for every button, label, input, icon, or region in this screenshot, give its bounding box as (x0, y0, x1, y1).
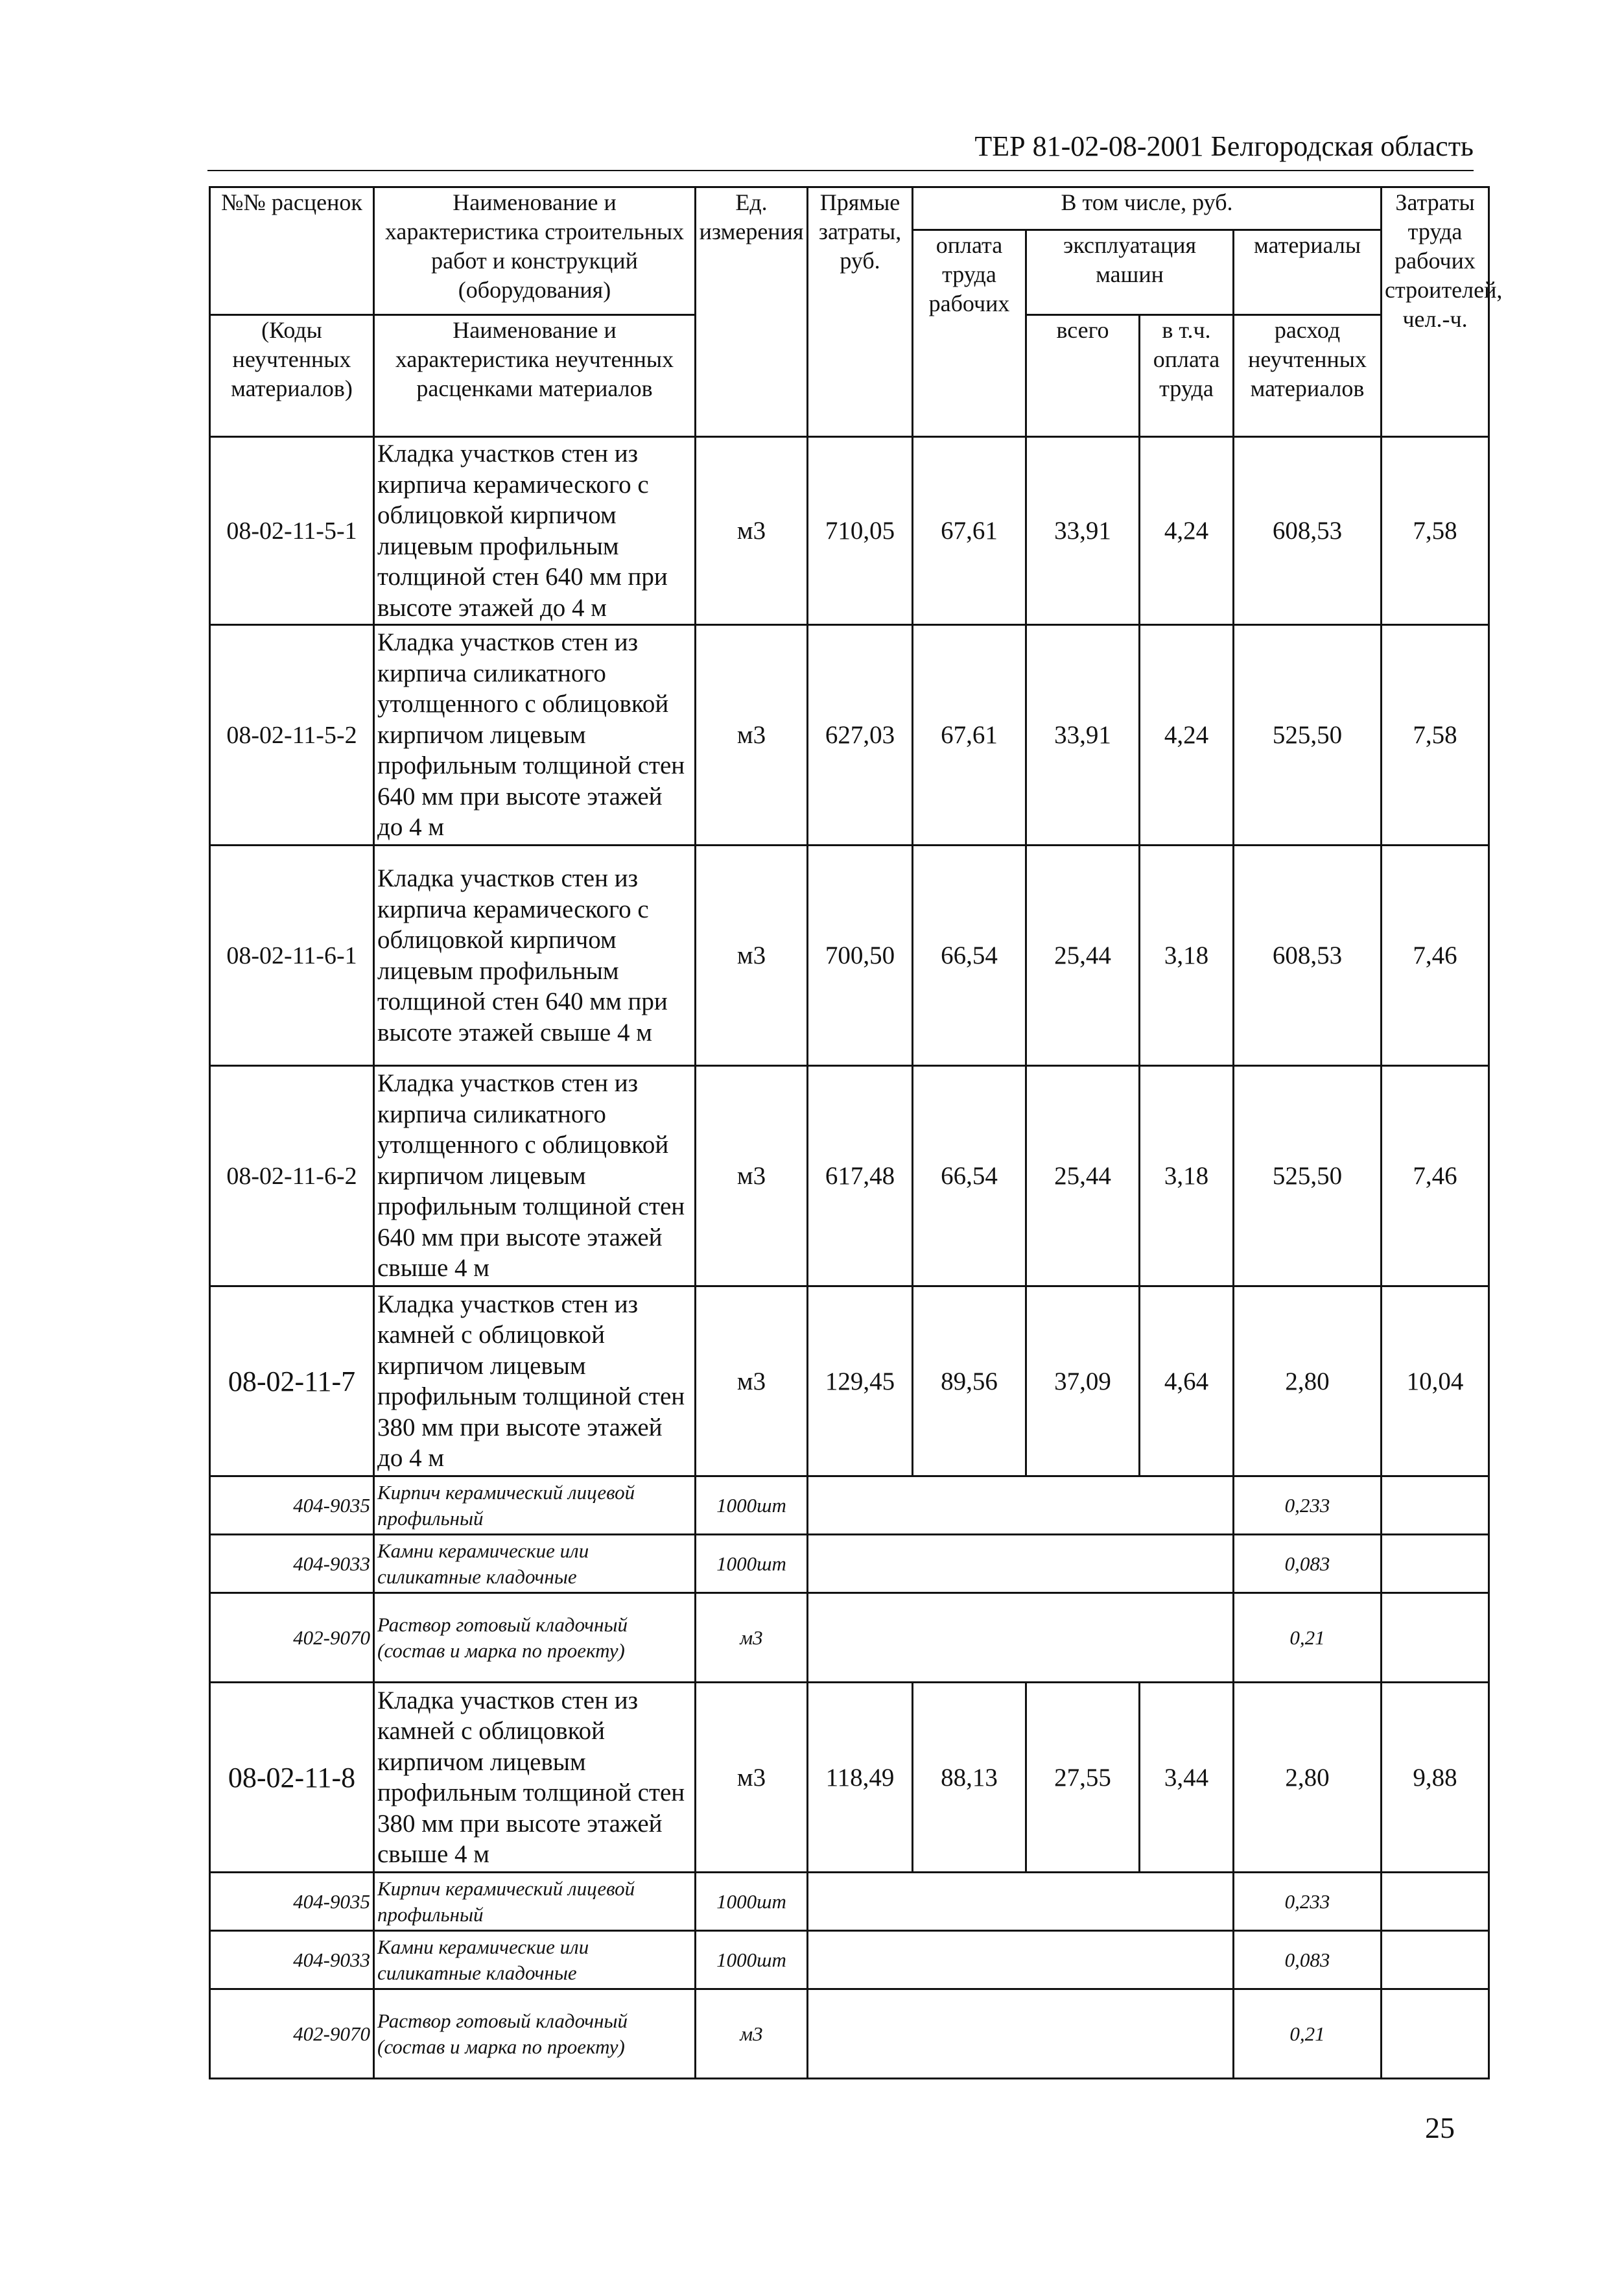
material-code: 402-9070 (210, 1593, 374, 1683)
rate-machines-wages: 3,18 (1140, 846, 1234, 1066)
material-consumption: 0,233 (1234, 1476, 1382, 1535)
material-blank (808, 1931, 1234, 1989)
rate-labor: 9,88 (1382, 1683, 1489, 1873)
material-row (210, 1535, 1489, 1593)
rate-direct-cost: 118,49 (808, 1683, 913, 1873)
col-name-subheader: Наименование и характеристика неучтенных расценками материалов (374, 315, 696, 437)
col-incl-header: В том числе, руб. (913, 187, 1382, 230)
rate-code: 08-02-11-5-2 (210, 625, 374, 846)
document-title: ТЕР 81-02-08-2001 Белгородская область (974, 130, 1474, 162)
material-blank (1382, 1535, 1489, 1593)
col-labor-header: Затраты труда рабочих строителей, чел.-ч. (1382, 187, 1489, 437)
rate-machines-wages: 3,44 (1140, 1683, 1234, 1873)
material-consumption: 0,233 (1234, 1873, 1382, 1931)
rate-materials: 2,80 (1234, 1286, 1382, 1476)
material-row (210, 1989, 1489, 2079)
rate-direct-cost: 627,03 (808, 625, 913, 846)
rate-machines-wages: 4,24 (1140, 625, 1234, 846)
rate-code: 08-02-11-7 (210, 1286, 374, 1476)
rate-row (210, 437, 1489, 625)
rate-unit: м3 (696, 437, 808, 625)
rate-code: 08-02-11-5-1 (210, 437, 374, 625)
material-code: 404-9033 (210, 1535, 374, 1593)
rate-machines-total: 25,44 (1026, 1066, 1140, 1286)
page-number: 25 (1425, 2111, 1455, 2144)
rate-wages: 66,54 (913, 846, 1026, 1066)
rate-row (210, 1683, 1489, 1873)
material-row (210, 1931, 1489, 1989)
rate-materials: 608,53 (1234, 437, 1382, 625)
rate-machines-wages: 4,24 (1140, 437, 1234, 625)
col-machines-header: эксплуатация машин (1026, 230, 1234, 315)
rate-description: Кладка участков стен из кирпича керамического с облицовкой кирпичом лицевым профильным толщиной стен 640 мм при высоте этажей свыше 4 м (374, 846, 696, 1066)
material-unit: м3 (696, 1989, 808, 2079)
material-description: Раствор готовый кладочный (состав и марка по проекту) (374, 1989, 696, 2079)
col-machines-total-header: всего (1026, 315, 1140, 437)
col-materials-subheader: расход неучтенных материалов (1234, 315, 1382, 437)
rate-wages: 67,61 (913, 437, 1026, 625)
rate-machines-wages: 3,18 (1140, 1066, 1234, 1286)
rate-labor: 7,58 (1382, 625, 1489, 846)
rate-row (210, 625, 1489, 846)
rate-description: Кладка участков стен из кирпича силикатного утолщенного с облицовкой кирпичом лицевым профильным толщиной стен 640 мм при высоте этажей свыше 4 м (374, 1066, 696, 1286)
rate-labor: 7,58 (1382, 437, 1489, 625)
material-consumption: 0,21 (1234, 1989, 1382, 2079)
header-row-1 (210, 187, 1489, 230)
material-blank (1382, 1873, 1489, 1931)
material-code: 404-9035 (210, 1873, 374, 1931)
material-row (210, 1476, 1489, 1535)
rate-machines-wages: 4,64 (1140, 1286, 1234, 1476)
rate-direct-cost: 617,48 (808, 1066, 913, 1286)
rate-row (210, 846, 1489, 1066)
material-description: Кирпич керамический лицевой профильный (374, 1873, 696, 1931)
material-code: 404-9035 (210, 1476, 374, 1535)
rate-unit: м3 (696, 1286, 808, 1476)
col-code-header: №№ расценок (210, 187, 374, 315)
material-blank (808, 1476, 1234, 1535)
rate-code: 08-02-11-6-1 (210, 846, 374, 1066)
rate-row (210, 1286, 1489, 1476)
rate-machines-total: 33,91 (1026, 437, 1140, 625)
rate-wages: 66,54 (913, 1066, 1026, 1286)
rate-wages: 89,56 (913, 1286, 1026, 1476)
rate-wages: 88,13 (913, 1683, 1026, 1873)
rate-machines-total: 27,55 (1026, 1683, 1140, 1873)
col-machines-wages-header: в т.ч. оплата труда (1140, 315, 1234, 437)
rate-direct-cost: 710,05 (808, 437, 913, 625)
material-description: Камни керамические или силикатные кладочные (374, 1535, 696, 1593)
rate-materials: 2,80 (1234, 1683, 1382, 1873)
rate-machines-total: 37,09 (1026, 1286, 1140, 1476)
rate-direct-cost: 700,50 (808, 846, 913, 1066)
material-blank (1382, 1989, 1489, 2079)
material-blank (808, 1989, 1234, 2079)
material-consumption: 0,083 (1234, 1535, 1382, 1593)
rate-unit: м3 (696, 1683, 808, 1873)
material-consumption: 0,083 (1234, 1931, 1382, 1989)
rate-labor: 7,46 (1382, 1066, 1489, 1286)
rate-description: Кладка участков стен из кирпича силикатного утолщенного с облицовкой кирпичом лицевым профильным толщиной стен 640 мм при высоте этажей до 4 м (374, 625, 696, 846)
rate-description: Кладка участков стен из кирпича керамического с облицовкой кирпичом лицевым профильным толщиной стен 640 мм при высоте этажей до 4 м (374, 437, 696, 625)
rate-machines-total: 33,91 (1026, 625, 1140, 846)
col-unit-header: Ед. измерения (696, 187, 808, 437)
material-blank (1382, 1593, 1489, 1683)
rate-materials: 608,53 (1234, 846, 1382, 1066)
rate-unit: м3 (696, 625, 808, 846)
rate-wages: 67,61 (913, 625, 1026, 846)
col-wages-header: оплата труда рабочих (913, 230, 1026, 437)
col-code-subheader: (Коды неучтенных материалов) (210, 315, 374, 437)
material-blank (1382, 1476, 1489, 1535)
title-rule (207, 170, 1474, 171)
rate-machines-total: 25,44 (1026, 846, 1140, 1066)
rate-labor: 7,46 (1382, 846, 1489, 1066)
material-unit: 1000шт (696, 1476, 808, 1535)
material-description: Камни керамические или силикатные кладочные (374, 1931, 696, 1989)
rate-direct-cost: 129,45 (808, 1286, 913, 1476)
material-code: 402-9070 (210, 1989, 374, 2079)
material-description: Кирпич керамический лицевой профильный (374, 1476, 696, 1535)
material-blank (808, 1593, 1234, 1683)
rate-labor: 10,04 (1382, 1286, 1489, 1476)
material-unit: м3 (696, 1593, 808, 1683)
rate-unit: м3 (696, 846, 808, 1066)
material-row (210, 1873, 1489, 1931)
rate-description: Кладка участков стен из камней с облицовкой кирпичом лицевым профильным толщиной стен 380 мм при высоте этажей до 4 м (374, 1286, 696, 1476)
material-unit: 1000шт (696, 1931, 808, 1989)
rate-row (210, 1066, 1489, 1286)
material-row (210, 1593, 1489, 1683)
rate-code: 08-02-11-8 (210, 1683, 374, 1873)
material-unit: 1000шт (696, 1873, 808, 1931)
material-description: Раствор готовый кладочный (состав и марка по проекту) (374, 1593, 696, 1683)
material-blank (1382, 1931, 1489, 1989)
material-unit: 1000шт (696, 1535, 808, 1593)
material-consumption: 0,21 (1234, 1593, 1382, 1683)
rate-materials: 525,50 (1234, 1066, 1382, 1286)
col-materials-header: материалы (1234, 230, 1382, 315)
material-code: 404-9033 (210, 1931, 374, 1989)
rate-unit: м3 (696, 1066, 808, 1286)
col-name-header: Наименование и характеристика строительных работ и конструкций (оборудования) (374, 187, 696, 315)
rate-materials: 525,50 (1234, 625, 1382, 846)
col-direct-header: Прямые затраты, руб. (808, 187, 913, 437)
rates-table (209, 186, 1503, 2079)
rate-description: Кладка участков стен из камней с облицовкой кирпичом лицевым профильным толщиной стен 380 мм при высоте этажей свыше 4 м (374, 1683, 696, 1873)
material-blank (808, 1535, 1234, 1593)
material-blank (808, 1873, 1234, 1931)
rate-code: 08-02-11-6-2 (210, 1066, 374, 1286)
